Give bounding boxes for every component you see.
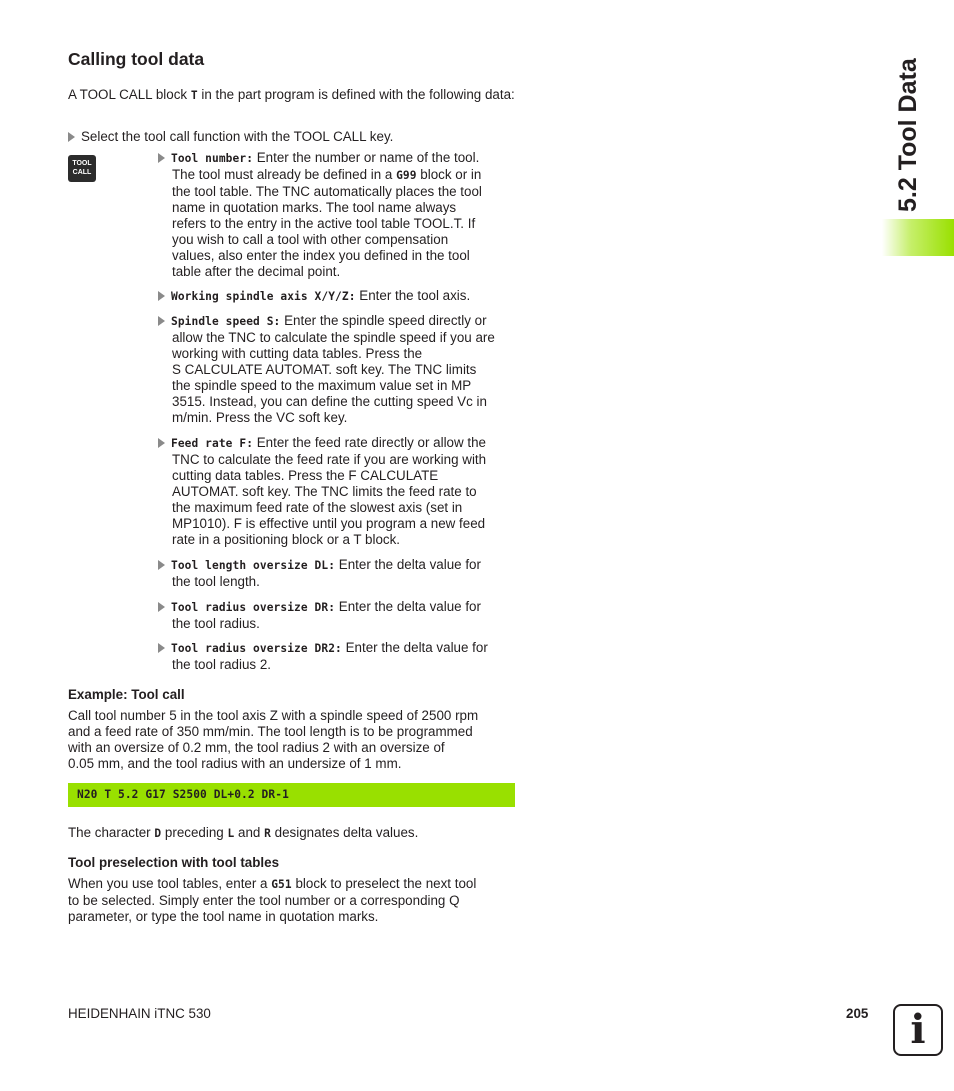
section-heading: Calling tool data [68,49,205,69]
tool-call-key-icon: TOOL CALL [68,155,96,182]
preselection-paragraph: When you use tool tables, enter a G51 block to preselect the next tool to be selected. Simply enter the tool number or a corresponding Q parameter, or type the tool name in quotation marks. [68,876,477,924]
footer-product-name: HEIDENHAIN iTNC 530 [68,1006,211,1021]
step-arrow-icon [68,132,75,142]
param-working-spindle-axis: Working spindle axis X/Y/Z: Enter the tool axis. [158,288,510,305]
step-arrow-icon [158,560,165,570]
param-tool-radius-oversize: Tool radius oversize DR: Enter the delta value for the tool radius. [158,599,510,632]
step-arrow-icon [158,153,165,163]
code-example-block [68,783,515,807]
page-number: 205 [846,1006,869,1021]
instruction-step: Select the tool call function with the TOOL CALL key. [68,129,516,145]
param-tool-number: Tool number: Enter the number or name of the tool. The tool must already be defined in a G99 block or in the tool table. The TNC automatically places the tool name in quotation marks. The tool name always refers to the entry in the active tool table TOOL.T. If you wish to call a tool with other compensation values, also enter the index you defined in the tool table after the decimal point. [158,150,510,280]
step-arrow-icon [158,316,165,326]
param-spindle-speed: Spindle speed S: Enter the spindle speed directly or allow the TNC to calculate the spindle speed if you are working with cutting data tables. Press the S CALCULATE AUTOMAT. soft key. The TNC limits the spindle speed to the maximum value set in MP 3515. Instead, you can define the cutting speed Vc in m/min. Press the VC soft key. [158,313,510,426]
code-example-text: N20 T 5.2 G17 S2500 DL+0.2 DR-1 [77,788,289,801]
example-heading: Example: Tool call [68,687,185,702]
step-arrow-icon [158,291,165,301]
delta-note: The character D preceding L and R designates delta values. [68,825,419,840]
intro-paragraph: A TOOL CALL block T in the part program is defined with the following data: [68,87,515,102]
param-tool-radius-oversize-2: Tool radius oversize DR2: Enter the delta value for the tool radius 2. [158,640,510,673]
chapter-tab-marker [882,219,954,256]
example-paragraph: Call tool number 5 in the tool axis Z with a spindle speed of 2500 rpm and a feed rate of 350 mm/min. The tool length is to be programmed with an oversize of 0.2 mm, the tool radius 2 with an oversize of 0.05 mm, and the tool radius with an undersize of 1 mm. [68,708,479,771]
step-arrow-icon [158,602,165,612]
chapter-tab-title: 5.2 Tool Data [894,58,922,212]
param-tool-length-oversize: Tool length oversize DL: Enter the delta value for the tool length. [158,557,510,590]
preselection-heading: Tool preselection with tool tables [68,855,280,870]
info-icon: i [893,1004,943,1056]
step-arrow-icon [158,643,165,653]
param-feed-rate: Feed rate F: Enter the feed rate directly or allow the TNC to calculate the feed rate if you are working with cutting data tables. Press the F CALCULATE AUTOMAT. soft key. The TNC limits the feed rate to the maximum feed rate of the slowest axis (set in MP1010). F is effective until you program a new feed rate in a positioning block or a T block. [158,435,510,548]
step-arrow-icon [158,438,165,448]
